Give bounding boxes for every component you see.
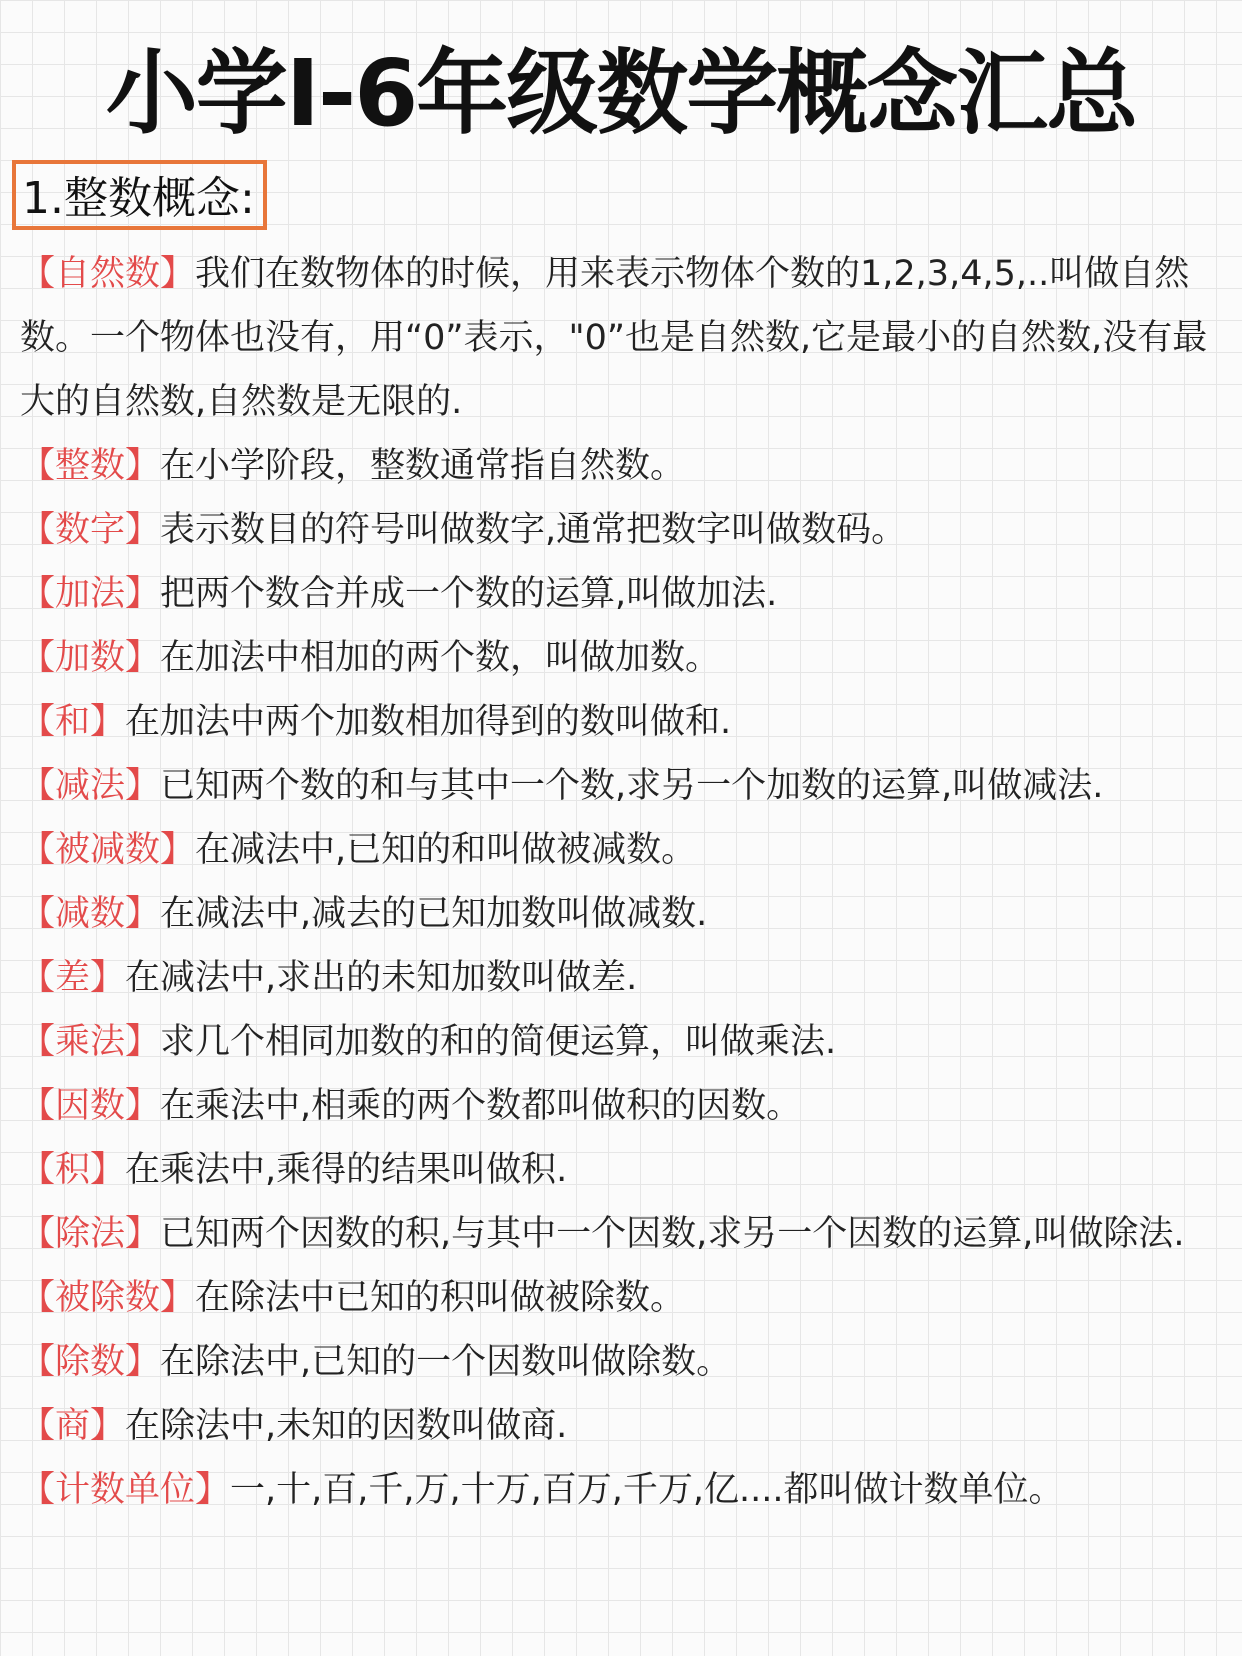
concept-term: 【商】 <box>20 1406 126 1446</box>
concept-description: 已知两个数的和与其中一个数,求另一个加数的运算,叫做减法. <box>160 766 1104 806</box>
concept-term: 【自然数】 <box>20 254 196 294</box>
concept-item-integer <box>20 434 1232 498</box>
concept-description: 把两个数合并成一个数的运算,叫做加法. <box>160 574 778 614</box>
concept-term: 【差】 <box>20 958 126 998</box>
concept-item-divisor <box>20 1330 1232 1394</box>
concept-description: 在减法中,求出的未知加数叫做差. <box>125 958 638 998</box>
concept-term: 【整数】 <box>20 446 161 486</box>
concept-item-addend <box>20 626 1232 690</box>
concept-description: 一,十,百,千,万,十万,百万,千万,亿....都叫做计数单位。 <box>230 1470 1064 1510</box>
concept-description: 在减法中,已知的和叫做被减数。 <box>195 830 697 870</box>
concept-term: 【被除数】 <box>20 1278 196 1318</box>
concept-term: 【积】 <box>20 1150 126 1190</box>
concept-term: 【乘法】 <box>20 1022 161 1062</box>
concept-item-factor <box>20 1074 1232 1138</box>
concept-item-sum <box>20 690 1232 754</box>
concept-item-subtraction <box>20 754 1232 818</box>
concept-description: 在小学阶段，整数通常指自然数。 <box>160 446 686 486</box>
concept-item-addition <box>20 562 1232 626</box>
concept-description: 在乘法中,相乘的两个数都叫做积的因数。 <box>160 1086 802 1126</box>
concept-item-minuend <box>20 818 1232 882</box>
concept-description: 在加法中相加的两个数，叫做加数。 <box>160 638 721 678</box>
concept-item-digit <box>20 498 1232 562</box>
concept-item-product <box>20 1138 1232 1202</box>
concept-item-division <box>20 1202 1232 1266</box>
concept-description: 表示数目的符号叫做数字,通常把数字叫做数码。 <box>160 510 907 550</box>
concept-description: 在减法中,减去的已知加数叫做减数. <box>160 894 708 934</box>
concept-item-multiplication <box>20 1010 1232 1074</box>
concept-list <box>20 242 1232 1522</box>
page-title: 小学I-6年级数学概念汇总 <box>105 40 1137 147</box>
concept-description: 在除法中已知的积叫做被除数。 <box>195 1278 686 1318</box>
concept-term: 【除法】 <box>20 1214 161 1254</box>
concept-term: 【计数单位】 <box>20 1470 231 1510</box>
concept-term: 【因数】 <box>20 1086 161 1126</box>
concept-term: 【减法】 <box>20 766 161 806</box>
concept-description: 求几个相同加数的和的简便运算，叫做乘法. <box>160 1022 837 1062</box>
section-heading: 1.整数概念: <box>12 160 267 230</box>
concept-term: 【和】 <box>20 702 126 742</box>
concept-description: 在除法中,未知的因数叫做商. <box>125 1406 568 1446</box>
concept-description: 在除法中,已知的一个因数叫做除数。 <box>160 1342 732 1382</box>
concept-item-natural-number <box>20 242 1232 434</box>
concept-term: 【加数】 <box>20 638 161 678</box>
concept-item-counting-unit <box>20 1458 1232 1522</box>
concept-description: 在加法中两个加数相加得到的数叫做和. <box>125 702 732 742</box>
concept-description: 我们在数物体的时候，用来表示物体个数的1,2,3,4,5,..叫做自然数。一个物体也没有，用“0”表示，"0”也是自然数,它是最小的自然数,没有最大的自然数,自然数是无限的. <box>20 254 1208 422</box>
concept-description: 已知两个因数的积,与其中一个因数,求另一个因数的运算,叫做除法. <box>160 1214 1185 1254</box>
concept-term: 【数字】 <box>20 510 161 550</box>
concept-term: 【加法】 <box>20 574 161 614</box>
concept-item-dividend <box>20 1266 1232 1330</box>
concept-term: 【除数】 <box>20 1342 161 1382</box>
concept-item-quotient <box>20 1394 1232 1458</box>
concept-term: 【被减数】 <box>20 830 196 870</box>
concept-item-subtrahend <box>20 882 1232 946</box>
concept-description: 在乘法中,乘得的结果叫做积. <box>125 1150 568 1190</box>
concept-item-difference <box>20 946 1232 1010</box>
concept-term: 【减数】 <box>20 894 161 934</box>
